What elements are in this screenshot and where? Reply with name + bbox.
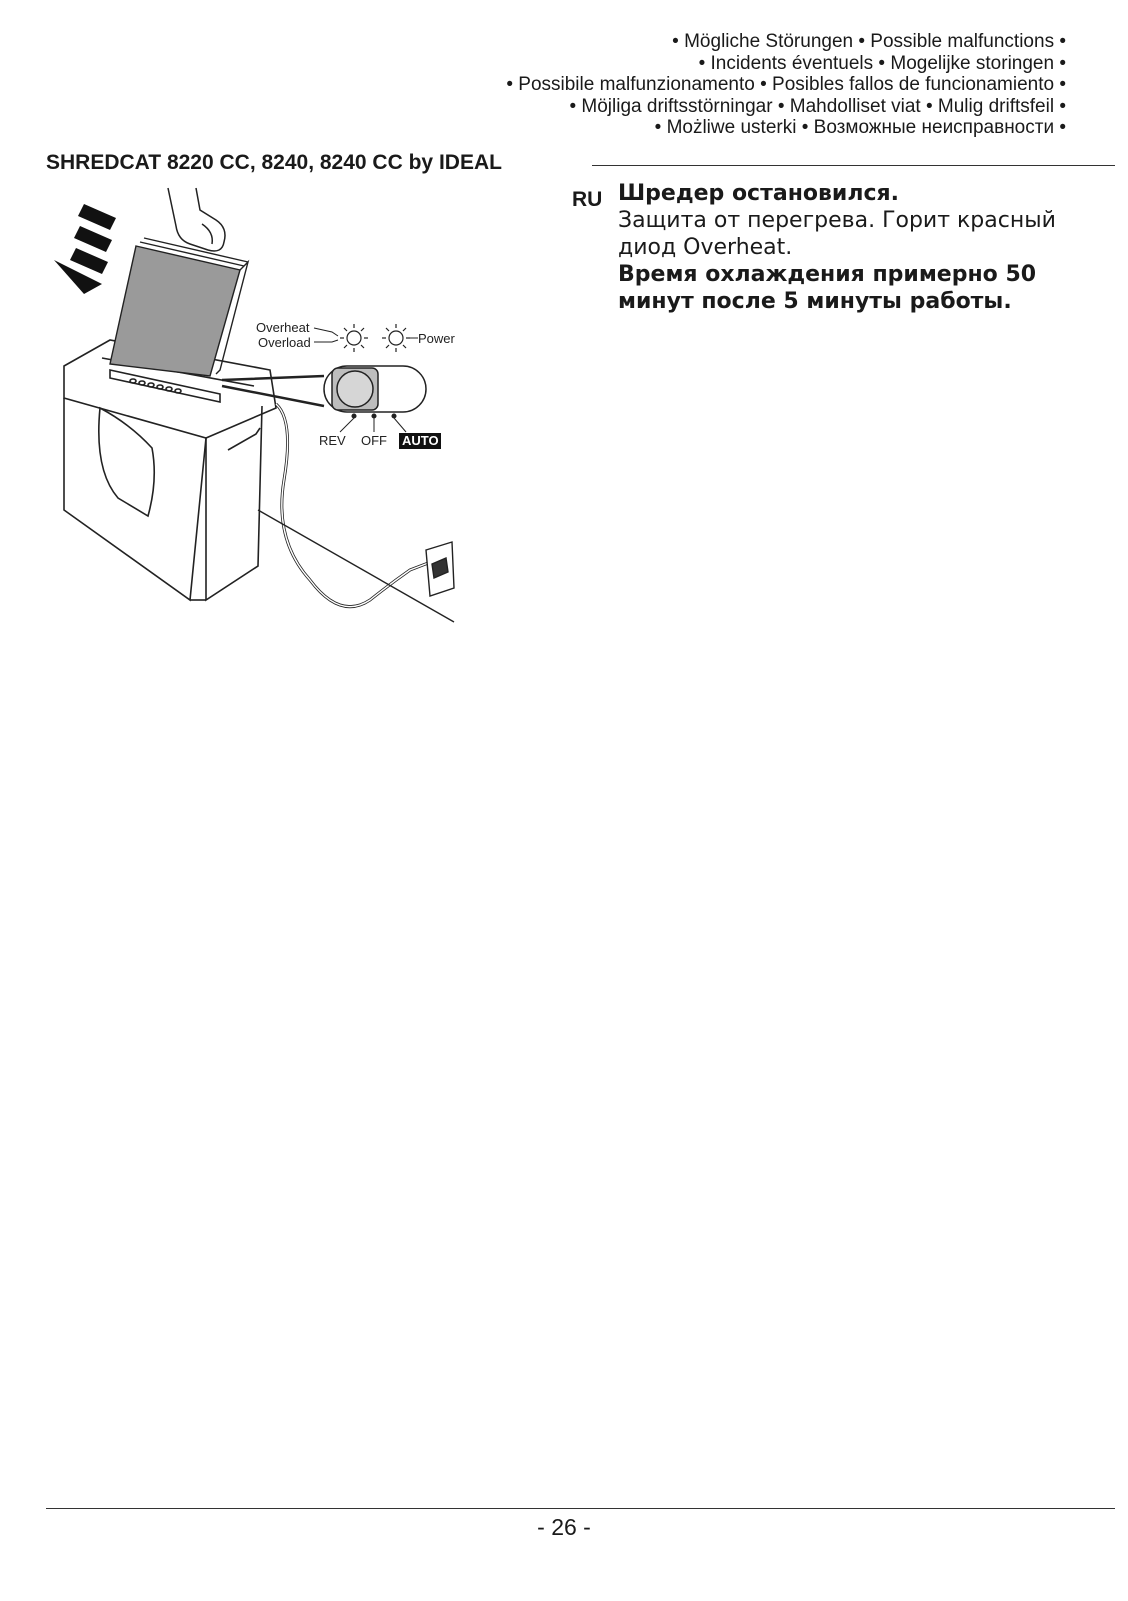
section-text: Защита от перегрева. Горит красный диод Overheat.	[618, 208, 1056, 260]
header-malfunctions-list	[306, 31, 1066, 139]
header-line: • Mögliche Störungen • Possible malfunctions •	[672, 31, 1066, 52]
overheat-led-icon	[340, 324, 368, 352]
paper-stack-icon	[110, 238, 248, 376]
header-line: • Possibile malfunzionamento • Posibles fallos de funcionamiento •	[506, 74, 1066, 95]
page-number: - 26 -	[537, 1514, 591, 1540]
language-code: RU	[572, 188, 603, 211]
auto-label: AUTO	[402, 433, 439, 448]
hand-icon	[168, 188, 225, 251]
shredder-drawing-icon	[40, 180, 470, 660]
overload-label: Overload	[258, 335, 311, 350]
power-led-icon	[382, 324, 410, 352]
section-body	[618, 180, 1088, 315]
off-label: OFF	[361, 433, 387, 448]
section-note: Время охлаждения примерно 50 минут после 5 минуты работы.	[618, 262, 1037, 314]
header-line: • Möjliga driftsstörningar • Mahdolliset viat • Mulig driftsfeil •	[569, 95, 1066, 117]
title-divider	[592, 165, 1115, 166]
model-title: SHREDCAT 8220 CC, 8240, 8240 CC by IDEAL	[46, 151, 502, 174]
section-title: Шредер остановился.	[618, 181, 899, 206]
header-line: • Możliwe usterki • Возможные неисправности •	[654, 117, 1066, 138]
feed-arrow-icon	[54, 204, 116, 294]
header-line: • Incidents éventuels • Mogelijke storingen •	[698, 52, 1066, 74]
shredder-illustration	[40, 180, 470, 660]
footer-divider	[46, 1508, 1115, 1509]
power-label: Power	[418, 331, 455, 346]
overheat-label: Overheat	[256, 320, 310, 335]
rev-label: REV	[319, 433, 346, 448]
